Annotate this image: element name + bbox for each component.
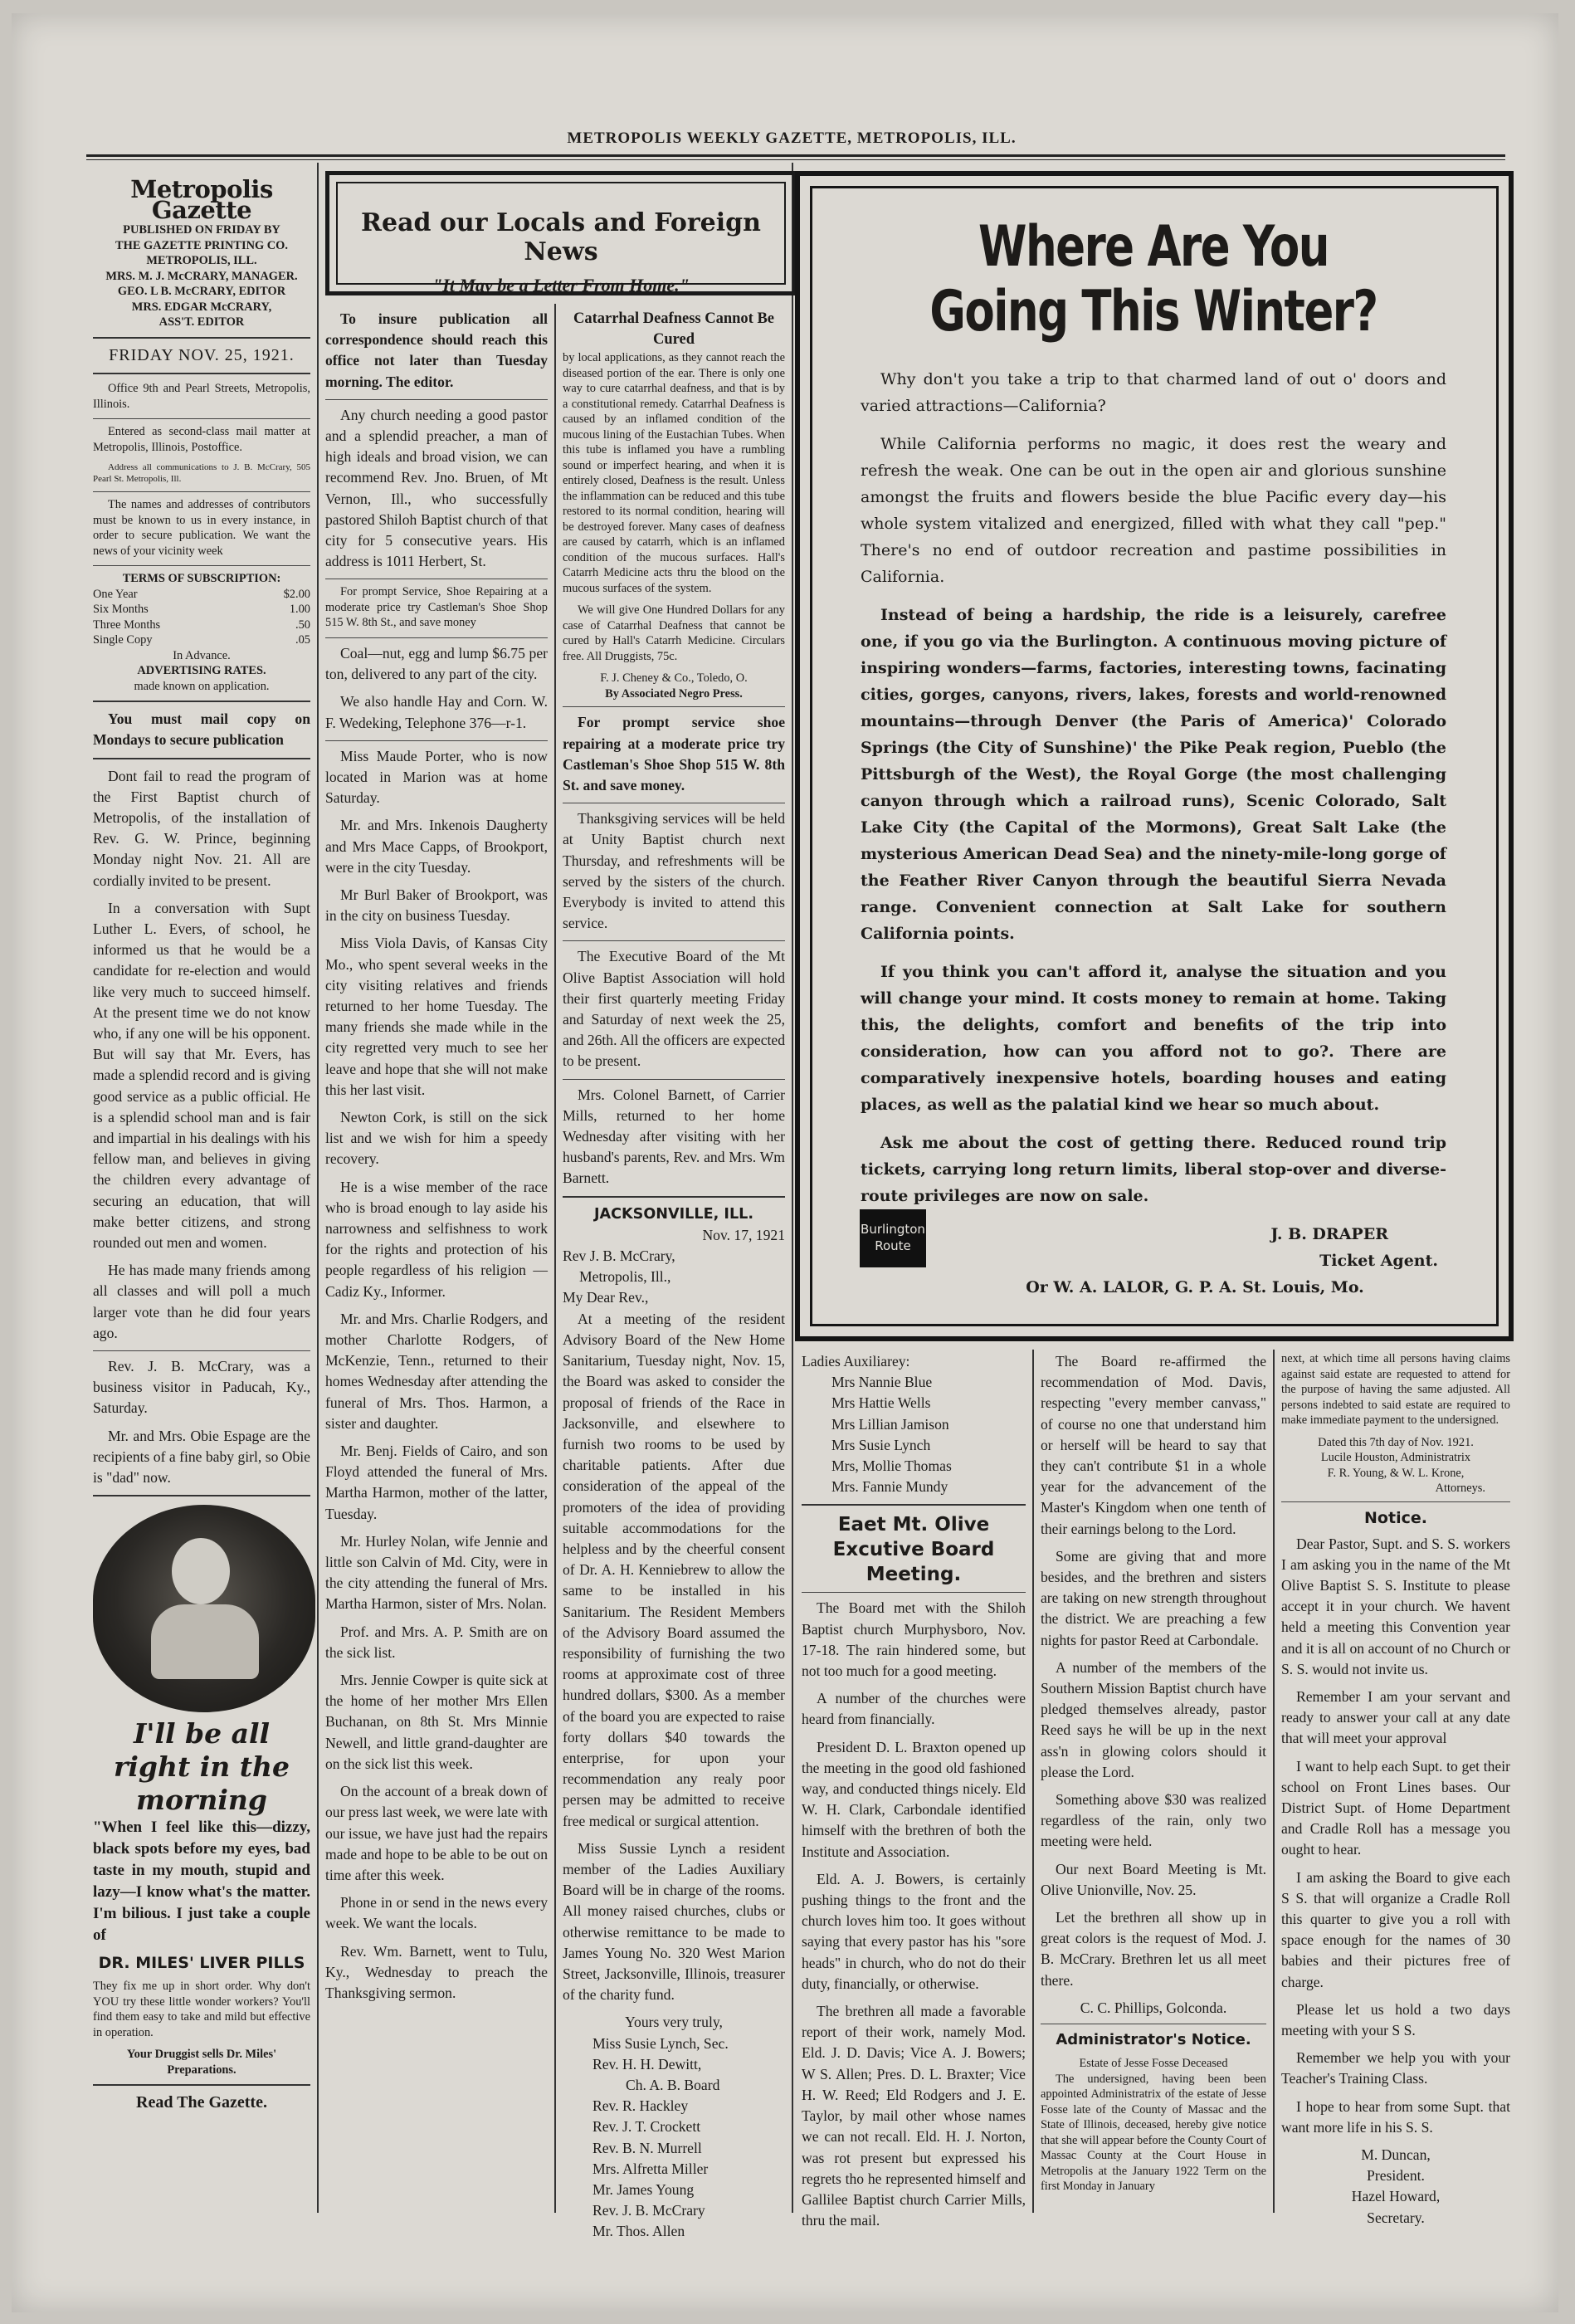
jacksonville-body: At a meeting of the resident Advisory Board of the New Home Sanitarium, Tuesday night, Nov. 15, the Board was asked to consider the proposal of friends of the Race in Jacksonville, and elsewhere to furnish two rooms to be used by charitable patients. After due consideration of the appeal of the promoters of the idea of providing suitable accommodations for the helpless and by the cheerful consent of Dr. A. H. Kenniebrew to allow the same to be installed in his Sanitarium. The Resident Members of the Advisory Board assumed the responsibility of furnishing the two rooms at approximate cost of three hundred dollars, $300. As a member of the board you are expected to raise forty dollars $40 towards the enterprise, for upon your recommendation any realy poor persen may be admitted to receive free medical or surgical attention. <box>563 1310 785 1829</box>
col2-item: We also handle Hay and Corn. W. F. Wedeking, Telephone 376—r-1. <box>325 693 548 731</box>
col2-item: Mr. and Mrs. Charlie Rodgers, and mother Charlotte Rodgers, of McKenzie, Tenn., returned to their homes Wednesday after attending the funeral of Mrs. Thos. Harmon, a sister and daughter. <box>325 1310 548 1432</box>
terms-advance: In Advance. <box>173 648 231 662</box>
admin-sign: Attorneys. <box>1435 1482 1485 1495</box>
terms-row: Three Months .50 <box>93 618 310 632</box>
notice-sign: Secretary. <box>1367 2209 1425 2226</box>
newspaper-page <box>12 13 1558 2312</box>
col5-paragraph: Something above $30 was realized regardless of the rain, only two meeting were held. <box>1041 1791 1266 1850</box>
col1-item: Rev. J. B. McCrary, was a business visitor in Paducah, Ky., Saturday. <box>93 1358 310 1417</box>
col2-item: Miss Maude Porter, who is now located in Marion was at home Saturday. <box>325 747 548 807</box>
catarrh-offer: We will give One Hundred Dollars for any case of Catarrhal Deafness that cannot be cured by Hall's Catarrh Medicine. Circulars free. All Druggists, 75c. <box>563 603 785 663</box>
col3-item: Thanksgiving services will be held at Unity Baptist church next Thursday, and refreshments will be served by the sisters of the church. Everybody is invited to attend this service. <box>563 810 785 932</box>
column-rule <box>792 163 793 2213</box>
running-header: METROPOLIS WEEKLY GAZETTE, METROPOLIS, ILL. <box>567 129 1017 147</box>
jacksonville-to2: Metropolis, Ill., <box>579 1268 671 1286</box>
col2-item: He is a wise member of the race who is broad enough to lay aside his narrowness and selfishness to work for the rights and protection of his people regardless of his religion —Cadiz Ky., Informer. <box>325 1178 548 1300</box>
ad-paragraph: Instead of being a hardship, the ride is a leisurely, carefree one, if you go via the Burlington. A continuous moving picture of inspiring wonders—farms, factories, interesting towns, facinating cities, gorges, canyons, rivers, lakes, forests and world-renowned mountains—through Denver (the Paris of America)' Colorado Springs (the City of Sunshine)' the Pike Peak region, Pueblo (the Pittsburgh of the West), the Royal Gorge (the most challenging canyon through which a railroad runs), Scenic Colorado, Salt Lake City (the Capital of the Mormons), Great Salt Lake (the mysterious American Dead Sea) and the ninety-mile-long gorge of the Feather River Canyon through the beautiful Sierra Nevada range. Convenient connection at Salt Lake for southern California points. <box>861 606 1446 943</box>
notice-paragraph: I hope to hear from some Supt. that want more life in his S. S. <box>1281 2097 1510 2136</box>
col5-paragraph: The Board re-affirmed the recommendation of Mod. Davis, respecting "every member canvass," of course no one that understand him or herself will be heard to say that they can't contribute $1 in a whole year for the advancement of the Master's Kingdom when one tenth of their earnings belong to the Lord. <box>1041 1353 1266 1537</box>
ad-paragraph: If you think you can't afford it, analyse the situation and you will change your mind. It costs money to remain at home. Taking this, the delights, comfort and benefits of the trip into consideration, how can you afford not to go?. There are comparatively inexpensive hotels, boarding houses and eating places, as well as the palatial kind we hear so much about. <box>861 963 1446 1114</box>
admin-dated: Dated this 7th day of Nov. 1921. <box>1318 1435 1474 1449</box>
miles-ad-text2: They fix me up in short order. Why don't YOU try these little wonder workers? You'll find them easy to take and mild but effective in operation. <box>93 1980 310 2039</box>
terms-row: One Year $2.00 <box>93 587 310 601</box>
admin-body: The undersigned, having been been appointed Administratrix of the estate of Jesse Fosse late of the County of Massac and the State of Illinois, deceased, hereby give notice that she will appear before the County Court of Massac County at the Court House in Metropolis at the January 1922 Term on the first Monday in January <box>1041 2072 1266 2194</box>
notice-paragraph: Remember we help you with your Teacher's Training Class. <box>1281 2049 1510 2087</box>
col1-item: Mr. and Mrs. Obie Espage are the recipients of a fine baby girl, so Obie is "dad" now. <box>93 1427 310 1487</box>
notice-sign: M. Duncan, <box>1361 2146 1431 2163</box>
locals-box-title: Read our Locals and Foreign News <box>361 208 761 266</box>
notice-paragraph: I want to help each Supt. to get their school on Front Lines bases. Our District Supt. of Home Department and Cradle Roll has a message you ought to hear. <box>1281 1757 1510 1858</box>
column-1 <box>93 176 310 2218</box>
mail-copy-notice: You must mail copy on Mondays to secure publication <box>93 710 310 749</box>
jacksonville-signers: Miss Susie Lynch, Sec. Rev. H. H. Dewitt, Ch. A. B. Board Rev. R. Hackley Rev. J. T. Crockett Rev. B. N. Murrell Mrs. Alfretta Miller Mr. James Young Rev. J. B. McCrary Mr. Thos. Allen <box>592 2034 729 2240</box>
ad-sign-title: Ticket Agent. <box>1319 1252 1438 1270</box>
adv-rates: ADVERTISING RATES. <box>137 664 266 678</box>
col2-item: Mr. Hurley Nolan, wife Jennie and little son Calvin of Md. City, were in the city attending the funeral of Mrs. Martha Harmon, sister of Mrs. Nolan. <box>325 1532 548 1613</box>
col3-item: Mrs. Colonel Barnett, of Carrier Mills, returned to her home Wednesday after visiting with her husband's parents, Rev. and Mrs. Wm Barnett. <box>563 1086 785 1187</box>
ad-paragraph: Ask me about the cost of getting there. Reduced round trip tickets, carrying long return limits, liberal stop-over and diverse-route privileges are now on sale. <box>861 1134 1446 1205</box>
jacksonville-salutation: My Dear Rev., <box>563 1289 649 1306</box>
column-4 <box>802 1351 1026 2229</box>
admin-estate: Estate of Jesse Fosse Deceased <box>1079 2057 1228 2071</box>
col2-item: Any church needing a good pastor and a splendid preacher, a man of high ideals and broad vision, we can recommend Rev. Jno. Bruen, of Mt Vernon, Ill., who successfully pastored Shiloh Baptist church of that city for 5 consecutive years. His address is 1011 Herbert, St. <box>325 406 548 570</box>
east-olive-paragraph: The Board met with the Shiloh Baptist church Murphysboro, Nov. 17-18. The rain hindered some, but not too much for a good meeting. <box>802 1599 1026 1680</box>
admin-notice-title: Administrator's Notice. <box>1056 2031 1251 2049</box>
notice-sign: Hazel Howard, <box>1351 2188 1441 2205</box>
terms-row: Single Copy .05 <box>93 633 310 647</box>
notice-sign: President. <box>1367 2167 1425 2185</box>
names-notice: The names and addresses of contributors must be known to us in every instance, in order to secure publication. We want the news of your vicinity week <box>93 498 310 558</box>
col5-paragraph: Some are giving that and more besides, and the brethren and sisters are taking on new strength throughout the district. We are preaching a few nights for pastor Reed at Carbondale. <box>1041 1547 1266 1648</box>
auxiliary-names: Mrs Nannie Blue Mrs Hattie Wells Mrs Lillian Jamison Mrs Susie Lynch Mrs, Mollie Thomas Mrs. Fannie Mundy <box>831 1374 952 1496</box>
col2-item: Mr Burl Baker of Brookport, was in the city on business Tuesday. <box>325 886 548 925</box>
admin-sign: Lucile Houston, Administratrix <box>1320 1451 1471 1464</box>
col3-item: The Executive Board of the Mt Olive Baptist Association will hold their first quarterly meeting Friday and Saturday of next week the 25, and 26th. All the officers are expected to be present. <box>563 948 785 1070</box>
col2-item: Coal—nut, egg and lump $6.75 per ton, delivered to any part of the city. <box>325 644 548 683</box>
jacksonville-date: Nov. 17, 1921 <box>702 1226 785 1243</box>
header-rule-thin <box>86 159 1505 160</box>
ad-headline: Where Are You Going This Winter? <box>929 214 1378 344</box>
column-6 <box>1281 1351 1510 2226</box>
east-olive-title: Eaet Mt. Olive Excutive Board Meeting. <box>832 1514 995 1586</box>
column-rule <box>1032 1350 1034 2213</box>
masthead-name: Metropolis Gazette <box>130 175 273 225</box>
col2-item: Phone in or send in the news every week. We want the locals. <box>325 1894 548 1932</box>
burlington-ad <box>795 171 1514 1341</box>
jacksonville-body2: Miss Sussie Lynch a resident member of the Ladies Auxiliary Board will be in charge of the rooms. All money raised churches, clubs or otherwise remittance to be made to James Young No. 320 West Marion Street, Jacksonville, Illinois, treasurer of the charity fund. <box>563 1839 785 2004</box>
east-olive-paragraph: President D. L. Braxton opened up the meeting in the good old fashioned way, and conducted things nicely. Eld W. H. Clark, Carbondale identified himself with the brethren of both the Institute and Association. <box>802 1738 1026 1860</box>
notice-paragraph: Please let us hold a two days meeting with your S S. <box>1281 2000 1510 2038</box>
col3-item: For prompt service shoe repairing at a moderate price try Castleman's Shoe Shop 515 W. 8th St. and save money. <box>563 714 785 794</box>
admin-continued: next, at which time all persons having claims against said estate are requested to attend for the purpose of having the same adjusted. All persons indebted to said estate are required to make immediate payment to the undersigned. <box>1281 1352 1510 1427</box>
header-rule <box>86 154 1505 157</box>
col2-item: Newton Cork, is still on the sick list and we wish for him a speedy recovery. <box>325 1109 548 1168</box>
address-notice: Address all communications to J. B. McCrary, 505 Pearl St. Metropolis, Ill. <box>93 462 310 485</box>
miles-ad-product: DR. MILES' LIVER PILLS <box>98 1954 305 1973</box>
terms-table <box>93 587 310 648</box>
ad-sign-gpa: Or W. A. LALOR, G. P. A. St. Louis, Mo. <box>1026 1278 1364 1296</box>
column-2 <box>325 309 548 2218</box>
entered-notice: Entered as second-class mail matter at Metropolis, Illinois, Postoffice. <box>93 425 310 454</box>
notice-paragraph: Dear Pastor, Supt. and S. S. workers I am asking you in the name of the Mt Olive Baptist S. S. Institute to please accept it in your church. We havent held a meeting this Convention year and it is all on account of no Church or S. S. would not invite us. <box>1281 1535 1510 1677</box>
col1-item: In a conversation with Supt Luther L. Evers, of school, he informed us that he would be a candidate for re-election and would like very much to succeed himself. At the present time we do not know who, if any one will be his opponent. But will say that Mr. Evers, has made a splendid record and is giving good service as a public official. He is a splendid school man and is fair and impartial in his dealings with his fellow man, and believes in giving the children every advantage of securing an education, that will make better citizens, and strong rounded out men and women. <box>93 899 310 1251</box>
east-olive-paragraph: Eld. A. J. Bowers, is certainly pushing things to the front and the church loves him too. It goes without saying that every pastor has his "sore heads" in church, who do not do their duty, financially, or otherwise. <box>802 1870 1026 1992</box>
terms-row: Six Months 1.00 <box>93 603 310 617</box>
jacksonville-to: Rev J. B. McCrary, <box>563 1247 675 1265</box>
admin-sign: F. R. Young, & W. L. Krone, <box>1327 1466 1465 1480</box>
ad-paragraph: Why don't you take a trip to that charmed land of out o' doors and varied attractions—California? <box>861 370 1446 415</box>
col5-paragraph: A number of the members of the Southern Mission Baptist church have pledged themselves already, pastor Reed says he will be up in the next ass'n in glowing colors should it please the Lord. <box>1041 1658 1266 1780</box>
catarrh-signature: F. J. Cheney & Co., Toledo, O. <box>600 671 748 686</box>
col2-item: Rev. Wm. Barnett, went to Tulu, Ky., Wednesday to preach the Thanksgiving sermon. <box>325 1942 548 2001</box>
col5-paragraph: Our next Board Meeting is Mt. Olive Unionville, Nov. 25. <box>1041 1860 1266 1898</box>
col2-item: For prompt Service, Shoe Repairing at a moderate price try Castleman's Shoe Shop 515 W. 8th St., and save money <box>325 585 548 630</box>
miles-ad-text: "When I feel like this—dizzy, black spots before my eyes, bad taste in my mouth, stupid and lazy—I know what's the matter. I'm bilious. I just take a couple of <box>93 1819 310 1945</box>
col1-item: Dont fail to read the program of the First Baptist church of Metropolis, of the installation of Rev. G. W. Prince, beginning Monday night Nov. 21. All are cordially invited to be present. <box>93 767 310 889</box>
col2-item: Miss Viola Davis, of Kansas City Mo., who spent several weeks in the city visiting relatives and friends returned to her home Tuesday. The many friends she made while in the city regretted very much to see her leave and hope that she will not make this her last visit. <box>325 935 548 1098</box>
burlington-logo: Burlington Route <box>860 1209 926 1267</box>
catarrh-body: by local applications, as they cannot reach the diseased portion of the ear. There is only one way to cure catarrhal deafness, and that is by a constitutional remedy. Catarrhal Deafness is caused by an inflamed condition of the mucous lining of the Eustachian Tubes. When this tube is inflamed you have a rumbling sound or imperfect hearing, and when it is entirely closed, Deafness is the result. Unless the inflammation can be reduced and this tube restored to its normal condition, hearing will be destroyed forever. Many cases of deafness are caused by catarrh, which is an inflamed condition of the mucous surfaces. Hall's Catarrh Medicine acts thru the blood on the mucous surfaces of the system. <box>563 351 785 595</box>
read-the-gazette: Read The Gazette. <box>136 2093 267 2112</box>
col2-item: Mr. and Mrs. Inkenois Daugherty and Mrs Mace Capps, of Brookport, were in the city Tuesday. <box>325 817 548 876</box>
notice-paragraph: I am asking the Board to give each S S. that will organize a Cradle Roll this quarter to give you a roll with space enough for the names of 30 babies and their pictures free of charge. <box>1281 1868 1510 1990</box>
col2-item: To insure publication all correspondence should reach this office not later than Tuesday morning. The editor. <box>325 310 548 390</box>
liver-pills-illustration <box>93 1505 315 1712</box>
issue-date: FRIDAY NOV. 25, 1921. <box>109 345 295 364</box>
east-olive-paragraph: The brethren all made a favorable report of their work, namely Mod. Eld. J. D. Davis; Vice A. J. Bowers; W S. Allen; Pres. D. L. Braxter; Vice H. W. Reed; Eld Rodgers and J. E. Taylor, by mail other whose names we can not recall. Eld. H. J. Norton, was rot present but expressed his regrets tho he represented himself and Gallilee Baptist church Carrier Mills, thru the mail. <box>802 2003 1026 2229</box>
col2-item: Mrs. Jennie Cowper is quite sick at the home of her mother Mrs Ellen Buchanan, on 8th St. Mrs Minnie Newell, and little grand-daughter are on the sick list this week. <box>325 1672 548 1772</box>
catarrh-title: Catarrhal Deafness Cannot Be Cured <box>573 310 775 349</box>
col1-item: He has made many friends among all classes and will poll a much larger vote than he did four years ago. <box>93 1262 310 1341</box>
column-5 <box>1041 1351 1266 2214</box>
col2-item: On the account of a break down of our press last week, we were late with our issue, we have just had the repairs made and hope to be able to be out on time after this week. <box>325 1783 548 1883</box>
ad-paragraph: While California performs no magic, it does rest the weary and refresh the weak. One can be out in the open air and glorious sunshine amongst the fruits and flowers beside the blue Pacific every day—his whole system vitalized and energized, filled with what they call "pep." There's no end of outdoor recreation and pastime possibilities in California. <box>861 435 1446 586</box>
col2-item: Prof. and Mrs. A. P. Smith are on the sick list. <box>325 1623 548 1661</box>
catarrh-assoc: By Associated Negro Press. <box>605 686 743 701</box>
column-rule <box>317 163 319 2213</box>
col5-signature: C. C. Phillips, Golconda. <box>1080 1999 1227 2016</box>
column-rule <box>554 304 556 2213</box>
miles-ad-headline: I'll be all right in the morning <box>114 1717 290 1817</box>
east-olive-paragraph: A number of the churches were heard from financially. <box>802 1690 1026 1728</box>
ad-sign-name: J. B. DRAPER <box>1270 1225 1388 1243</box>
miles-ad-druggist: Your Druggist sells Dr. Miles' Preparations. <box>126 2048 277 2077</box>
notice-title: Notice. <box>1364 1508 1427 1527</box>
office-address: Office 9th and Pearl Streets, Metropolis, Illinois. <box>93 382 310 411</box>
column-3 <box>563 309 785 2240</box>
masthead-lines: PUBLISHED ON FRIDAY BY THE GAZETTE PRINTING CO. METROPOLIS, ILL. MRS. M. J. McCRARY, MANAGER. GEO. L B. McCRARY, EDITOR MRS. EDGAR McCRARY, ASS'T. EDITOR <box>105 223 298 330</box>
col2-item: Mr. Benj. Fields of Cairo, and son Floyd attended the funeral of Mrs. Martha Harmon, mother of the latter, Tuesday. <box>325 1443 548 1522</box>
auxiliary-title: Ladies Auxiliarey: <box>802 1353 910 1370</box>
locals-box <box>325 171 797 295</box>
jacksonville-title: JACKSONVILLE, ILL. <box>593 1205 754 1223</box>
column-rule <box>1273 1350 1275 2213</box>
adv-known: made known on application. <box>134 679 270 693</box>
notice-paragraph: Remember I am your servant and ready to answer your call at any date that will meet your approval <box>1281 1687 1510 1747</box>
terms-title: TERMS OF SUBSCRIPTION: <box>122 572 281 586</box>
col5-paragraph: Let the brethren all show up in great colors is the request of Mod. J. B. McCrary. Brethren let us all meet there. <box>1041 1909 1266 1989</box>
locals-box-subtitle: "It May be a Letter From Home." <box>432 275 690 295</box>
jacksonville-closing: Yours very truly, <box>625 2014 723 2031</box>
